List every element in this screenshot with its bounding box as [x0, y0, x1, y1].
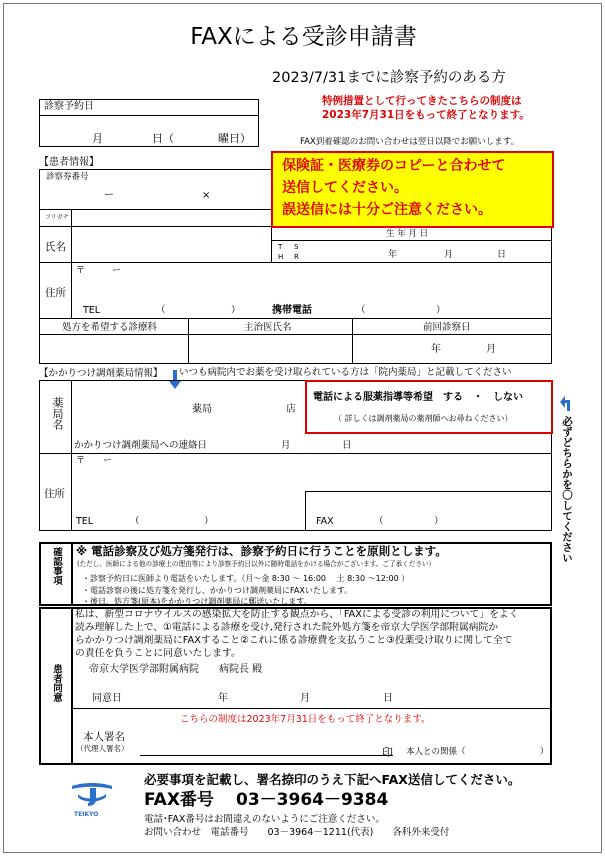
consent-date-label: 同意日 — [92, 693, 122, 704]
pharmacy-address-label: 住所 — [44, 488, 65, 500]
notice-red-2: 2023年7月31日をもって終了となります。 — [322, 109, 530, 121]
subtitle: 2023/7/31までに診察予約のある方 — [272, 70, 506, 86]
last-visit-month: 月 — [486, 344, 496, 355]
confirm-col-line — [71, 542, 73, 606]
birth-line — [271, 240, 552, 241]
yellow-notice-line2: 送信してください。 — [282, 180, 408, 196]
teikyo-logo-icon — [70, 780, 114, 810]
patient-tel-open: （ — [156, 305, 166, 316]
confirm-label: 確認事項 — [51, 547, 62, 585]
guidance-box[interactable] — [305, 380, 553, 434]
pharmacy-note: いつも病院内でお薬を受け取られている方は「院内薬局」と記載してください — [179, 367, 512, 378]
contact-month: 月 — [281, 440, 291, 451]
consent-day: 日 — [383, 693, 393, 704]
pharmacy-ten: 店 — [286, 404, 296, 415]
card-no-dash: ー — [104, 190, 114, 201]
fax-left-line — [305, 491, 306, 531]
appointment-label: 診察予約日 — [44, 101, 94, 112]
birth-year: 年 — [388, 250, 398, 260]
era-h: H — [278, 253, 284, 261]
yellow-notice-line1: 保険証・医療券のコピーと合わせて — [282, 158, 506, 174]
footer-caution: 電話･FAX番号はお間違えのないようにご注意ください。 — [144, 814, 385, 825]
footer-instruction: 必要事項を記載し、署名捺印のうえ下記へFAX送信してください。 — [144, 772, 521, 787]
consent-col-line — [71, 607, 73, 765]
address-col-line — [71, 262, 72, 318]
footer-inquiry: お問い合わせ 電話番号 03－3964－1211(代表) 各科外来受付 — [144, 827, 450, 838]
notice-red-1: 特例措置として行ってきたこちらの制度は — [322, 95, 522, 107]
guidance-sub: （ 詳しくは調剤薬局の薬剤師へお尋ねください） — [334, 414, 513, 423]
era-t: T — [278, 243, 283, 251]
mobile-label: 携帯電話 — [272, 305, 312, 316]
consent-proxy-label: （代理人署名） — [76, 744, 129, 753]
footer-fax-label: FAX番号 — [144, 790, 214, 810]
dept-label: 処方を希望する診療科 — [62, 322, 158, 333]
contact-day: 日 — [342, 440, 352, 451]
card-no-label: 診察券番号 — [46, 172, 89, 182]
confirm-line1: ※ 電話診察及び処方箋発行は、診察予約日に行うことを原則とします。 — [76, 544, 447, 558]
pharmacy-fax-open: （ — [374, 516, 384, 527]
furigana-label: フリガナ — [45, 214, 69, 221]
consent-p4: の責任を負うことに同意いたします。 — [75, 648, 241, 659]
patient-tel-close: ） — [231, 305, 241, 316]
fax-reply-note: FAX到着確認のお問い合わせは翌日以降でお願いします。 — [300, 137, 520, 147]
pharmacy-row-line — [39, 453, 552, 454]
guidance-text: 電話による服薬指導等希望 する ・ しない — [313, 392, 523, 403]
page-title: FAXによる受診申請書 — [190, 24, 417, 50]
row-line-3 — [39, 262, 552, 263]
mobile-close: ） — [436, 305, 446, 316]
footer-fax-number: 03－3964－9384 — [236, 790, 389, 810]
consent-date-line — [72, 708, 551, 709]
consent-label: 患者同意 — [51, 664, 62, 702]
card-no-times: × — [202, 190, 211, 201]
fax-top-line — [305, 491, 552, 492]
consent-relation: 本人との関係（ — [406, 747, 466, 757]
logo-text: TEIKYO — [74, 811, 99, 818]
era-r: R — [294, 253, 299, 261]
patient-address-label: 住所 — [45, 287, 66, 299]
appointment-day: 日（ — [152, 132, 174, 145]
pharmacy-tel-close: ） — [204, 516, 214, 527]
birth-col-line — [271, 226, 272, 262]
consent-seal: 印 — [382, 746, 393, 759]
side-note: 必ずどちらかを〇してください — [561, 416, 573, 563]
row-line-4 — [39, 318, 552, 319]
mobile-open: （ — [356, 305, 366, 316]
confirm-line5: ・後日、処方箋(原本)をかかりつけ調剤薬局に郵送いたします。 — [82, 597, 312, 606]
doctor-label: 主治医氏名 — [244, 322, 292, 333]
dept-col-line — [188, 318, 189, 364]
consent-month: 月 — [300, 693, 310, 704]
appointment-month: 月 — [92, 132, 103, 145]
consent-red-note: こちらの制度は2023年7月31日をもって終了となります。 — [180, 714, 431, 725]
consent-p2: 読み理解した上で、①電話による診療を受け,発行された院外処方箋を帝京大学医学部附属病院か — [75, 622, 499, 633]
patient-zip: 〒 ー — [76, 266, 122, 276]
pharmacy-name-label: 薬局名 — [51, 397, 64, 430]
pharmacy-tel-open: （ — [130, 516, 140, 527]
patient-tel-label: TEL — [83, 305, 101, 316]
consent-year: 年 — [218, 693, 228, 704]
appointment-divider — [39, 115, 259, 116]
consent-to-hospital: 帝京大学医学部附属病院 病院長 殿 — [89, 664, 263, 675]
row-line-5 — [39, 334, 552, 335]
birth-month: 月 — [444, 250, 454, 260]
contact-date-label: かかりつけ調剤薬局への連絡日 — [74, 440, 208, 451]
confirm-line4: ・電話診察の後に処方箋を発行し、かかりつけ調剤薬局にFAXいたします。 — [82, 586, 353, 595]
pharmacy-fax-label: FAX — [316, 516, 334, 527]
appointment-weekday: 曜日） — [218, 132, 251, 145]
doctor-col-line — [352, 318, 353, 364]
consent-sign-label: 本人署名 — [83, 731, 125, 743]
era-s: S — [294, 243, 299, 251]
last-visit-label: 前回診察日 — [423, 322, 471, 333]
consent-p3: らかかりつけ調剤薬局にFAXすること②これに係る診療費を支払うこと③投薬受け取りに関して全て — [75, 635, 513, 646]
birthdate-label: 生 年 月 日 — [386, 229, 429, 239]
consent-p1: 私は、新型コロナウイルスの感染拡大を防止する観点から、「FAXによる受診の利用について」をよく — [75, 609, 519, 620]
last-visit-year: 年 — [431, 344, 441, 355]
birth-day: 日 — [497, 250, 507, 260]
pharmacy-tel-label: TEL — [76, 516, 94, 527]
confirm-line3: ・診察予約日に医師より電話をいたします。（月～金 8:30 ～ 16:00 土 8:30 ～12:00 ） — [82, 574, 410, 583]
yellow-notice-line3: 誤送信には十分ご注意ください。 — [282, 202, 492, 218]
arrow-left-icon — [556, 394, 574, 412]
name-col-line — [71, 209, 72, 262]
pharmacy-yakkyoku: 薬局 — [192, 404, 212, 415]
pharmacy-section-label: 【かかりつけ調剤薬局情報】 — [39, 368, 163, 379]
patient-section-label: 【患者情報】 — [39, 157, 99, 168]
row-line-1 — [39, 209, 271, 210]
pharmacy-fax-close: ） — [434, 516, 444, 527]
confirm-line2: (ただし、医師による他の診療上の理由等により診察予約日以外に随時電話をかける場合がございます。ご了承ください） — [77, 560, 436, 568]
pharmacy-col-line — [71, 380, 72, 531]
sign-line — [140, 755, 393, 756]
application-form-page — [3, 3, 602, 853]
consent-relation-close: ） — [540, 747, 549, 757]
pharmacy-zip: 〒 ー — [76, 456, 113, 466]
name-label: 氏名 — [45, 241, 66, 253]
